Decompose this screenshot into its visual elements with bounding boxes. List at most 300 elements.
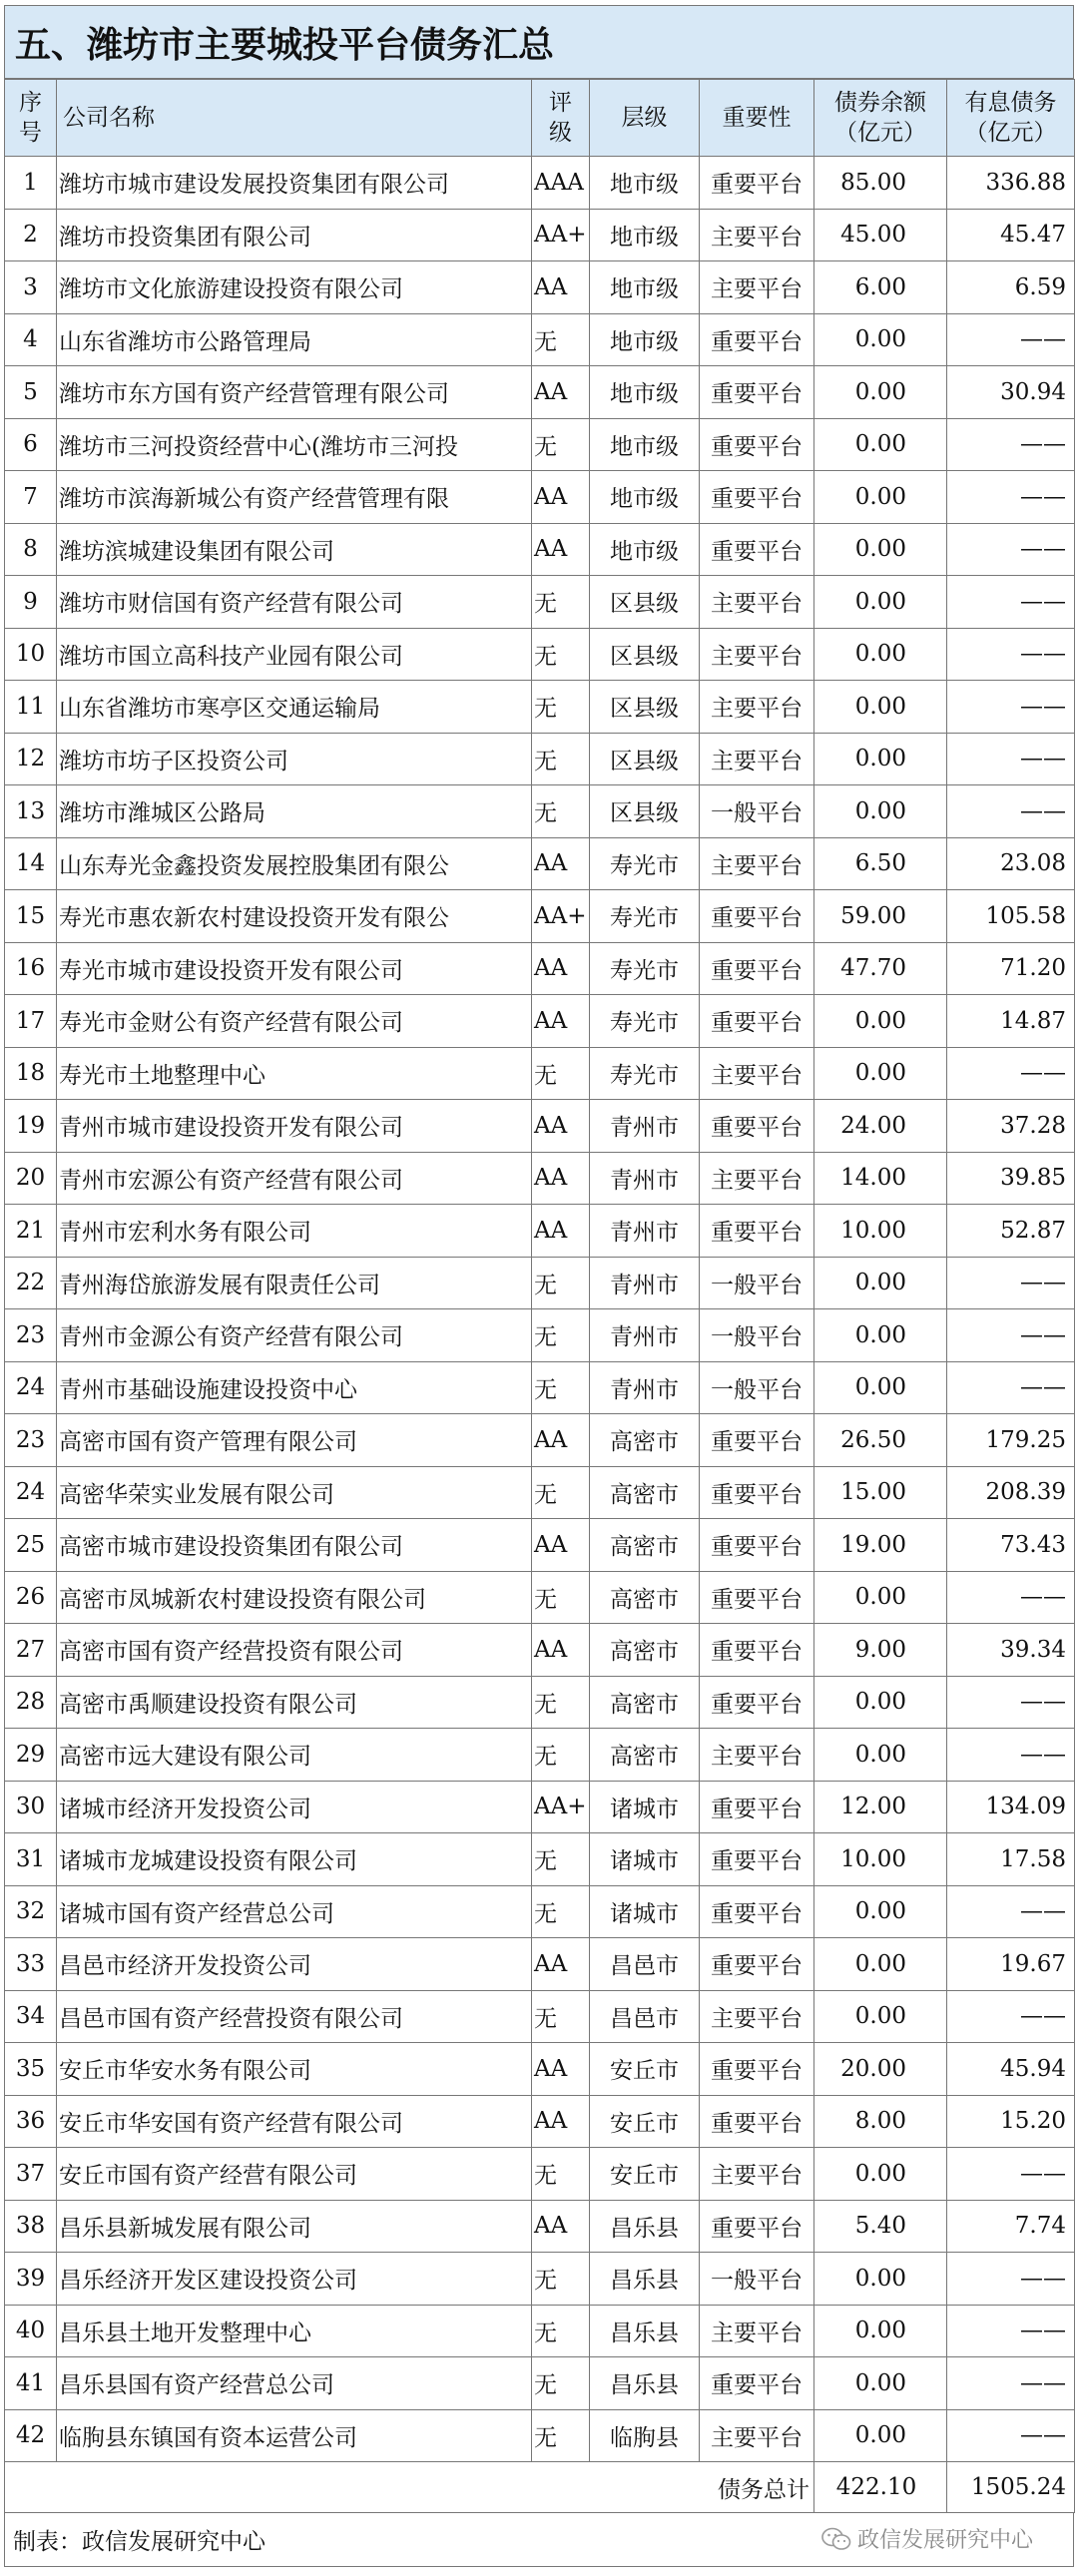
- cell-importance: 重要平台: [700, 1571, 814, 1624]
- cell-rating: 无: [532, 576, 590, 629]
- cell-interest-debt: ——: [947, 785, 1075, 838]
- cell-rating: 无: [532, 1729, 590, 1782]
- cell-company-name: 高密市凤城新农村建设投资有限公司: [57, 1571, 532, 1624]
- table-row: [5, 209, 1075, 261]
- cell-no: 11: [5, 681, 57, 734]
- table-row: [5, 1676, 1075, 1729]
- cell-bond-balance: 0.00: [814, 1361, 947, 1414]
- cell-bond-balance: 0.00: [814, 2148, 947, 2201]
- cell-interest-debt: ——: [947, 2253, 1075, 2306]
- table-body: [5, 157, 1075, 2462]
- cell-bond-balance: 20.00: [814, 2043, 947, 2096]
- table-row: [5, 942, 1075, 995]
- cell-bond-balance: 24.00: [814, 1100, 947, 1153]
- cell-company-name: 潍坊市东方国有资产经营管理有限公司: [57, 366, 532, 419]
- cell-company-name: 青州市宏源公有资产经营有限公司: [57, 1152, 532, 1205]
- cell-rating: 无: [532, 1309, 590, 1362]
- cell-importance: 重要平台: [700, 313, 814, 366]
- table-row: [5, 681, 1075, 734]
- table-row: [5, 1624, 1075, 1677]
- cell-bond-balance: 15.00: [814, 1466, 947, 1519]
- table-row: [5, 2409, 1075, 2462]
- cell-interest-debt: ——: [947, 2357, 1075, 2410]
- cell-company-name: 潍坊市滨海新城公有资产经营管理有限: [57, 471, 532, 524]
- cell-bond-balance: 0.00: [814, 313, 947, 366]
- cell-importance: 重要平台: [700, 2357, 814, 2410]
- cell-no: 27: [5, 1624, 57, 1677]
- cell-company-name: 青州市基础设施建设投资中心: [57, 1361, 532, 1414]
- table-row: [5, 1519, 1075, 1572]
- table-row: [5, 1414, 1075, 1467]
- cell-bond-balance: 59.00: [814, 890, 947, 943]
- cell-level: 昌邑市: [590, 1938, 700, 1991]
- cell-interest-debt: ——: [947, 2148, 1075, 2201]
- cell-no: 24: [5, 1466, 57, 1519]
- cell-no: 1: [5, 157, 57, 210]
- header-importance: 重要性: [700, 80, 814, 157]
- cell-interest-debt: ——: [947, 1990, 1075, 2043]
- cell-rating: 无: [532, 2409, 590, 2462]
- cell-level: 高密市: [590, 1571, 700, 1624]
- cell-no: 14: [5, 837, 57, 890]
- cell-level: 区县级: [590, 733, 700, 785]
- table-row: [5, 2253, 1075, 2306]
- cell-level: 临朐县: [590, 2409, 700, 2462]
- cell-interest-debt: ——: [947, 733, 1075, 785]
- header-no-line1: 序: [19, 90, 42, 116]
- cell-level: 寿光市: [590, 1047, 700, 1100]
- cell-no: 10: [5, 628, 57, 681]
- cell-importance: 一般平台: [700, 1361, 814, 1414]
- cell-importance: 主要平台: [700, 1152, 814, 1205]
- cell-company-name: 青州海岱旅游发展有限责任公司: [57, 1257, 532, 1309]
- debt-table: [4, 79, 1075, 2513]
- cell-bond-balance: 0.00: [814, 366, 947, 419]
- cell-interest-debt: ——: [947, 1361, 1075, 1414]
- cell-no: 20: [5, 1152, 57, 1205]
- cell-no: 15: [5, 890, 57, 943]
- cell-company-name: 诸城市国有资产经营总公司: [57, 1885, 532, 1938]
- cell-company-name: 诸城市经济开发投资公司: [57, 1781, 532, 1833]
- cell-level: 地市级: [590, 418, 700, 471]
- cell-no: 4: [5, 313, 57, 366]
- cell-importance: 重要平台: [700, 1466, 814, 1519]
- cell-importance: 重要平台: [700, 1205, 814, 1258]
- cell-no: 13: [5, 785, 57, 838]
- cell-importance: 重要平台: [700, 1519, 814, 1572]
- cell-interest-debt: ——: [947, 1309, 1075, 1362]
- cell-interest-debt: 105.58: [947, 890, 1075, 943]
- cell-rating: 无: [532, 628, 590, 681]
- cell-no: 6: [5, 418, 57, 471]
- cell-level: 青州市: [590, 1257, 700, 1309]
- table-row: [5, 1466, 1075, 1519]
- cell-no: 40: [5, 2305, 57, 2357]
- cell-company-name: 潍坊市三河投资经营中心(潍坊市三河投: [57, 418, 532, 471]
- header-debt-line1: 有息债务: [964, 90, 1057, 116]
- table-header-row: [5, 80, 1075, 157]
- cell-bond-balance: 19.00: [814, 1519, 947, 1572]
- cell-bond-balance: 0.00: [814, 576, 947, 629]
- cell-level: 安丘市: [590, 2043, 700, 2096]
- cell-bond-balance: 0.00: [814, 1257, 947, 1309]
- table-row: [5, 471, 1075, 524]
- cell-level: 区县级: [590, 628, 700, 681]
- cell-company-name: 昌乐县国有资产经营总公司: [57, 2357, 532, 2410]
- cell-no: 41: [5, 2357, 57, 2410]
- cell-importance: 主要平台: [700, 1047, 814, 1100]
- cell-level: 地市级: [590, 366, 700, 419]
- cell-rating: AA+: [532, 209, 590, 261]
- footer: [4, 2513, 1074, 2567]
- cell-bond-balance: 0.00: [814, 1676, 947, 1729]
- cell-interest-debt: ——: [947, 1729, 1075, 1782]
- watermark-text: 政信发展研究中心: [856, 2528, 1033, 2553]
- cell-company-name: 山东省潍坊市公路管理局: [57, 313, 532, 366]
- table-row: [5, 418, 1075, 471]
- cell-rating: AA: [532, 2043, 590, 2096]
- cell-rating: AA: [532, 2200, 590, 2253]
- cell-rating: AA+: [532, 1781, 590, 1833]
- table-row: [5, 313, 1075, 366]
- cell-interest-debt: 14.87: [947, 995, 1075, 1048]
- cell-no: 30: [5, 1781, 57, 1833]
- cell-interest-debt: ——: [947, 1571, 1075, 1624]
- cell-rating: 无: [532, 1676, 590, 1729]
- table-row: [5, 1781, 1075, 1833]
- table-row: [5, 1205, 1075, 1258]
- cell-rating: AA: [532, 1205, 590, 1258]
- cell-interest-debt: 17.58: [947, 1833, 1075, 1886]
- cell-company-name: 昌乐县土地开发整理中心: [57, 2305, 532, 2357]
- cell-bond-balance: 12.00: [814, 1781, 947, 1833]
- cell-level: 地市级: [590, 157, 700, 210]
- cell-bond-balance: 0.00: [814, 1729, 947, 1782]
- cell-bond-balance: 0.00: [814, 1990, 947, 2043]
- cell-company-name: 安丘市华安国有资产经营有限公司: [57, 2095, 532, 2148]
- cell-interest-debt: 30.94: [947, 366, 1075, 419]
- cell-no: 37: [5, 2148, 57, 2201]
- cell-no: 16: [5, 942, 57, 995]
- cell-bond-balance: 0.00: [814, 523, 947, 576]
- table-row: [5, 366, 1075, 419]
- cell-level: 高密市: [590, 1466, 700, 1519]
- cell-importance: 重要平台: [700, 1100, 814, 1153]
- cell-level: 青州市: [590, 1100, 700, 1153]
- wechat-icon: [821, 2526, 851, 2552]
- cell-interest-debt: ——: [947, 523, 1075, 576]
- table-row: [5, 1990, 1075, 2043]
- cell-no: 32: [5, 1885, 57, 1938]
- cell-interest-debt: ——: [947, 471, 1075, 524]
- cell-rating: 无: [532, 733, 590, 785]
- cell-no: 34: [5, 1990, 57, 2043]
- cell-company-name: 高密华荣实业发展有限公司: [57, 1466, 532, 1519]
- cell-rating: AA: [532, 837, 590, 890]
- cell-company-name: 青州市城市建设投资开发有限公司: [57, 1100, 532, 1153]
- table-row: [5, 995, 1075, 1048]
- cell-no: 35: [5, 2043, 57, 2096]
- page-title: 五、潍坊市主要城投平台债务汇总: [4, 5, 1074, 79]
- cell-importance: 一般平台: [700, 1257, 814, 1309]
- header-no-line2: 号: [19, 120, 42, 146]
- header-rating-line1: 评: [549, 90, 572, 116]
- cell-importance: 主要平台: [700, 576, 814, 629]
- cell-interest-debt: 336.88: [947, 157, 1075, 210]
- cell-level: 安丘市: [590, 2148, 700, 2201]
- cell-bond-balance: 10.00: [814, 1833, 947, 1886]
- cell-company-name: 潍坊市财信国有资产经营有限公司: [57, 576, 532, 629]
- cell-bond-balance: 9.00: [814, 1624, 947, 1677]
- cell-rating: AA: [532, 942, 590, 995]
- cell-no: 19: [5, 1100, 57, 1153]
- cell-company-name: 高密市远大建设有限公司: [57, 1729, 532, 1782]
- cell-no: 21: [5, 1205, 57, 1258]
- cell-level: 青州市: [590, 1361, 700, 1414]
- table-row: [5, 261, 1075, 314]
- cell-level: 地市级: [590, 471, 700, 524]
- cell-rating: 无: [532, 1361, 590, 1414]
- cell-interest-debt: ——: [947, 628, 1075, 681]
- table-row: [5, 1885, 1075, 1938]
- cell-level: 诸城市: [590, 1833, 700, 1886]
- cell-importance: 重要平台: [700, 1414, 814, 1467]
- cell-bond-balance: 0.00: [814, 1047, 947, 1100]
- cell-rating: AA: [532, 1519, 590, 1572]
- table-row: [5, 785, 1075, 838]
- cell-importance: 重要平台: [700, 418, 814, 471]
- cell-company-name: 潍坊滨城建设集团有限公司: [57, 523, 532, 576]
- header-bond-line2: （亿元）: [834, 120, 926, 146]
- cell-importance: 主要平台: [700, 209, 814, 261]
- cell-level: 昌乐县: [590, 2253, 700, 2306]
- cell-no: 39: [5, 2253, 57, 2306]
- total-bond: 422.10: [814, 2462, 947, 2513]
- cell-bond-balance: 14.00: [814, 1152, 947, 1205]
- cell-level: 地市级: [590, 523, 700, 576]
- cell-importance: 重要平台: [700, 2043, 814, 2096]
- cell-bond-balance: 0.00: [814, 628, 947, 681]
- cell-rating: AA: [532, 1938, 590, 1991]
- cell-company-name: 潍坊市文化旅游建设投资有限公司: [57, 261, 532, 314]
- cell-company-name: 昌邑市国有资产经营投资有限公司: [57, 1990, 532, 2043]
- cell-interest-debt: 6.59: [947, 261, 1075, 314]
- cell-rating: 无: [532, 2253, 590, 2306]
- cell-importance: 一般平台: [700, 1309, 814, 1362]
- cell-level: 诸城市: [590, 1885, 700, 1938]
- source-note: 制表：政信发展研究中心: [13, 2529, 266, 2555]
- cell-level: 高密市: [590, 1519, 700, 1572]
- cell-importance: 重要平台: [700, 995, 814, 1048]
- cell-no: 36: [5, 2095, 57, 2148]
- cell-bond-balance: 0.00: [814, 2409, 947, 2462]
- table-row: [5, 628, 1075, 681]
- cell-interest-debt: 19.67: [947, 1938, 1075, 1991]
- cell-importance: 重要平台: [700, 942, 814, 995]
- cell-rating: 无: [532, 2305, 590, 2357]
- cell-company-name: 寿光市土地整理中心: [57, 1047, 532, 1100]
- cell-importance: 重要平台: [700, 523, 814, 576]
- cell-importance: 重要平台: [700, 471, 814, 524]
- table-row: [5, 733, 1075, 785]
- cell-bond-balance: 26.50: [814, 1414, 947, 1467]
- header-level: 层级: [590, 80, 700, 157]
- cell-level: 诸城市: [590, 1781, 700, 1833]
- cell-interest-debt: 45.47: [947, 209, 1075, 261]
- cell-bond-balance: 0.00: [814, 1571, 947, 1624]
- cell-bond-balance: 0.00: [814, 1309, 947, 1362]
- cell-company-name: 安丘市华安水务有限公司: [57, 2043, 532, 2096]
- watermark: [821, 2523, 1033, 2554]
- cell-level: 高密市: [590, 1624, 700, 1677]
- cell-no: 33: [5, 1938, 57, 1991]
- cell-no: 7: [5, 471, 57, 524]
- cell-no: 31: [5, 1833, 57, 1886]
- cell-level: 地市级: [590, 261, 700, 314]
- cell-no: 3: [5, 261, 57, 314]
- cell-level: 昌乐县: [590, 2305, 700, 2357]
- cell-rating: AA+: [532, 890, 590, 943]
- cell-importance: 重要平台: [700, 2095, 814, 2148]
- cell-bond-balance: 0.00: [814, 733, 947, 785]
- header-no: [5, 80, 57, 157]
- cell-level: 高密市: [590, 1676, 700, 1729]
- table-row: [5, 1833, 1075, 1886]
- cell-company-name: 高密市城市建设投资集团有限公司: [57, 1519, 532, 1572]
- cell-no: 28: [5, 1676, 57, 1729]
- cell-rating: 无: [532, 1466, 590, 1519]
- cell-bond-balance: 45.00: [814, 209, 947, 261]
- cell-interest-debt: 134.09: [947, 1781, 1075, 1833]
- cell-rating: AA: [532, 261, 590, 314]
- total-label: 债务总计: [5, 2462, 814, 2513]
- cell-interest-debt: ——: [947, 1885, 1075, 1938]
- cell-importance: 重要平台: [700, 890, 814, 943]
- cell-bond-balance: 6.00: [814, 261, 947, 314]
- cell-no: 18: [5, 1047, 57, 1100]
- cell-no: 42: [5, 2409, 57, 2462]
- cell-company-name: 山东省潍坊市寒亭区交通运输局: [57, 681, 532, 734]
- cell-interest-debt: ——: [947, 2305, 1075, 2357]
- cell-interest-debt: 52.87: [947, 1205, 1075, 1258]
- table-row: [5, 2043, 1075, 2096]
- cell-bond-balance: 0.00: [814, 1938, 947, 1991]
- cell-interest-debt: ——: [947, 2409, 1075, 2462]
- cell-bond-balance: 85.00: [814, 157, 947, 210]
- cell-company-name: 安丘市国有资产经营有限公司: [57, 2148, 532, 2201]
- cell-company-name: 高密市禹顺建设投资有限公司: [57, 1676, 532, 1729]
- header-name: 公司名称: [57, 80, 532, 157]
- header-bond: [814, 80, 947, 157]
- cell-rating: AA: [532, 1152, 590, 1205]
- cell-bond-balance: 8.00: [814, 2095, 947, 2148]
- cell-company-name: 诸城市龙城建设投资有限公司: [57, 1833, 532, 1886]
- cell-company-name: 昌邑市经济开发投资公司: [57, 1938, 532, 1991]
- cell-level: 高密市: [590, 1414, 700, 1467]
- cell-importance: 重要平台: [700, 1676, 814, 1729]
- header-rating-line2: 级: [549, 120, 572, 146]
- table-row: [5, 890, 1075, 943]
- cell-interest-debt: 23.08: [947, 837, 1075, 890]
- cell-interest-debt: 71.20: [947, 942, 1075, 995]
- table-row: [5, 1938, 1075, 1991]
- cell-interest-debt: 39.34: [947, 1624, 1075, 1677]
- cell-company-name: 临朐县东镇国有资本运营公司: [57, 2409, 532, 2462]
- cell-bond-balance: 10.00: [814, 1205, 947, 1258]
- table-row: [5, 1152, 1075, 1205]
- cell-no: 24: [5, 1361, 57, 1414]
- cell-no: 23: [5, 1309, 57, 1362]
- table-row: [5, 1361, 1075, 1414]
- header-bond-line1: 债券余额: [834, 90, 926, 116]
- cell-no: 12: [5, 733, 57, 785]
- cell-importance: 重要平台: [700, 157, 814, 210]
- cell-no: 29: [5, 1729, 57, 1782]
- cell-company-name: 潍坊市潍城区公路局: [57, 785, 532, 838]
- cell-bond-balance: 0.00: [814, 785, 947, 838]
- cell-importance: 重要平台: [700, 1833, 814, 1886]
- cell-importance: 主要平台: [700, 261, 814, 314]
- cell-importance: 主要平台: [700, 681, 814, 734]
- table-row: [5, 576, 1075, 629]
- cell-rating: AAA: [532, 157, 590, 210]
- table-row: [5, 2148, 1075, 2201]
- table-row: [5, 1047, 1075, 1100]
- cell-importance: 主要平台: [700, 1990, 814, 2043]
- cell-interest-debt: 208.39: [947, 1466, 1075, 1519]
- cell-bond-balance: 0.00: [814, 2253, 947, 2306]
- table-row: [5, 2357, 1075, 2410]
- cell-interest-debt: 73.43: [947, 1519, 1075, 1572]
- table-row: [5, 523, 1075, 576]
- cell-level: 安丘市: [590, 2095, 700, 2148]
- cell-level: 高密市: [590, 1729, 700, 1782]
- cell-company-name: 昌乐经济开发区建设投资公司: [57, 2253, 532, 2306]
- cell-rating: AA: [532, 1100, 590, 1153]
- cell-company-name: 寿光市惠农新农村建设投资开发有限公: [57, 890, 532, 943]
- cell-importance: 重要平台: [700, 1781, 814, 1833]
- cell-interest-debt: 15.20: [947, 2095, 1075, 2148]
- cell-importance: 一般平台: [700, 2253, 814, 2306]
- cell-level: 区县级: [590, 681, 700, 734]
- cell-rating: AA: [532, 2095, 590, 2148]
- cell-company-name: 青州市宏利水务有限公司: [57, 1205, 532, 1258]
- cell-importance: 重要平台: [700, 1624, 814, 1677]
- cell-interest-debt: 45.94: [947, 2043, 1075, 2096]
- cell-interest-debt: ——: [947, 576, 1075, 629]
- cell-no: 2: [5, 209, 57, 261]
- cell-no: 22: [5, 1257, 57, 1309]
- cell-interest-debt: ——: [947, 418, 1075, 471]
- cell-company-name: 潍坊市投资集团有限公司: [57, 209, 532, 261]
- cell-importance: 主要平台: [700, 2148, 814, 2201]
- cell-importance: 重要平台: [700, 1885, 814, 1938]
- cell-rating: AA: [532, 995, 590, 1048]
- cell-importance: 主要平台: [700, 733, 814, 785]
- cell-bond-balance: 0.00: [814, 2305, 947, 2357]
- cell-rating: 无: [532, 1047, 590, 1100]
- cell-interest-debt: 39.85: [947, 1152, 1075, 1205]
- cell-bond-balance: 5.40: [814, 2200, 947, 2253]
- cell-importance: 主要平台: [700, 1729, 814, 1782]
- cell-level: 寿光市: [590, 890, 700, 943]
- cell-level: 区县级: [590, 785, 700, 838]
- cell-no: 23: [5, 1414, 57, 1467]
- cell-rating: AA: [532, 471, 590, 524]
- cell-rating: AA: [532, 366, 590, 419]
- cell-level: 青州市: [590, 1309, 700, 1362]
- cell-importance: 一般平台: [700, 785, 814, 838]
